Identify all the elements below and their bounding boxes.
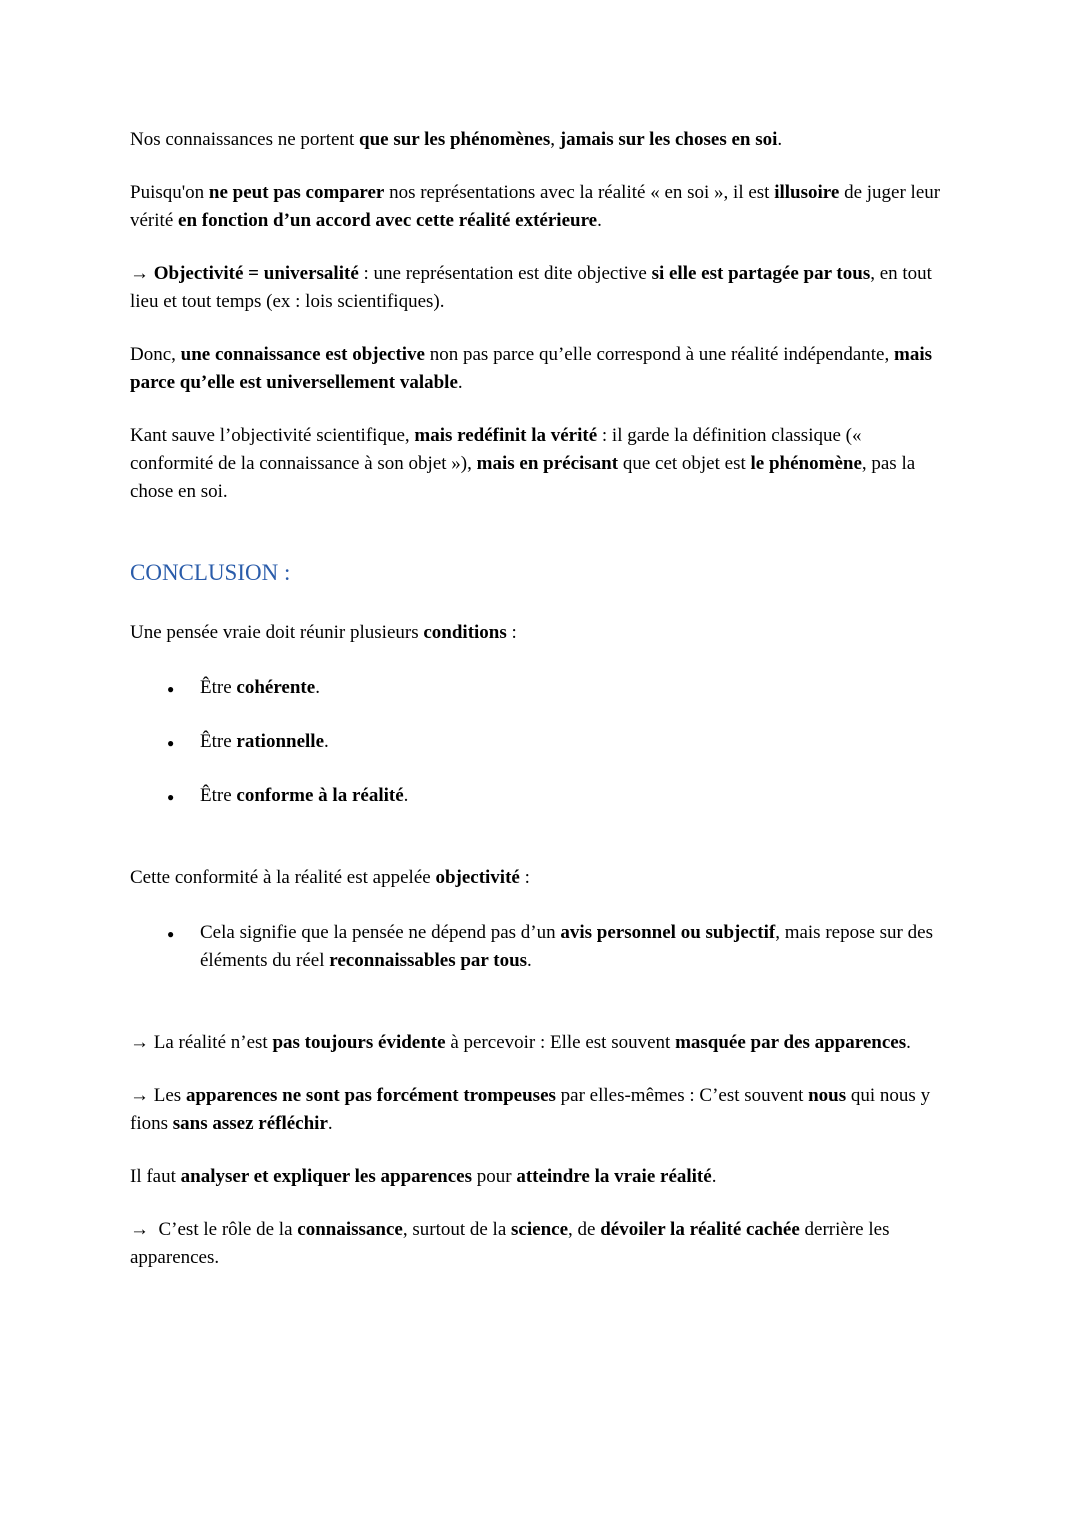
bullet-list-item	[130, 782, 947, 810]
text-run: .	[527, 950, 532, 971]
paragraph	[130, 864, 947, 892]
paragraph	[130, 619, 947, 647]
text-run: .	[906, 1032, 911, 1053]
bold-text-run: pas toujours évidente	[272, 1032, 446, 1053]
bold-text-run: objectivité	[435, 867, 520, 888]
text-run: .	[324, 731, 329, 752]
bold-text-run: le phénomène	[750, 453, 862, 474]
text-run: Puisqu'on	[130, 182, 209, 203]
text-run: par elles-mêmes : C’est souvent	[555, 1085, 809, 1106]
bold-text-run: science	[511, 1219, 569, 1240]
paragraph	[130, 1216, 947, 1272]
text-run: nos représentations avec la réalité « en soi », il est	[384, 182, 775, 203]
text-run: que cet objet est	[618, 453, 751, 474]
bold-text-run: illusoire	[774, 182, 840, 203]
conclusion-heading: CONCLUSION :	[130, 560, 291, 585]
text-run: à percevoir : Elle est souvent	[445, 1032, 676, 1053]
bold-text-run: cohérente	[236, 677, 316, 698]
text-run: qui nous y fions	[130, 1085, 931, 1134]
bullet-list	[130, 674, 947, 810]
paragraph	[130, 1163, 947, 1191]
text-run: : il garde la définition classique (« conformité de la connaissance à son objet »),	[130, 425, 862, 474]
text-run: :	[519, 867, 530, 888]
text-run: Une pensée vraie doit réunir plusieurs	[130, 622, 424, 643]
bold-text-run: nous	[808, 1085, 847, 1106]
paragraph	[130, 1029, 947, 1057]
bold-text-run: dévoiler la réalité cachée	[600, 1219, 800, 1240]
bold-text-run: conforme à la réalité	[236, 785, 404, 806]
document-body	[130, 126, 947, 1272]
text-run: .	[457, 372, 463, 393]
text-run: Être	[200, 677, 237, 698]
bullet-list-item	[130, 919, 947, 975]
text-run: ,	[550, 129, 560, 150]
bold-text-run: sans assez réfléchir	[172, 1113, 328, 1134]
text-run: derrière les apparences.	[130, 1219, 890, 1268]
text-run: , surtout de la	[402, 1219, 512, 1240]
text-run: , de	[568, 1219, 601, 1240]
bold-text-run: jamais sur les choses en soi	[559, 129, 778, 150]
bold-text-run: reconnaissables par tous	[329, 950, 528, 971]
text-run: :	[506, 622, 517, 643]
paragraph	[130, 422, 947, 506]
bullet-list-item	[130, 674, 947, 702]
text-run: .	[315, 677, 320, 698]
text-run: → C’est le rôle de la	[130, 1219, 298, 1240]
text-run: de juger leur vérité	[130, 182, 941, 231]
text-run: Il faut	[130, 1166, 181, 1187]
text-run: , mais repose sur des éléments du réel	[200, 922, 933, 971]
bold-text-run: une connaissance est objective	[180, 344, 425, 365]
text-run: , pas la chose en soi.	[130, 453, 916, 502]
bold-text-run: mais parce qu’elle est universellement valable	[130, 344, 932, 393]
bullet-list	[130, 919, 947, 975]
bold-text-run: que sur les phénomènes	[359, 129, 551, 150]
bold-text-run: mais en précisant	[476, 453, 619, 474]
text-run: Cela signifie que la pensée ne dépend pas d’un	[200, 922, 561, 943]
paragraph	[130, 126, 947, 154]
text-run: Être	[200, 785, 237, 806]
bullet-list-item	[130, 728, 947, 756]
paragraph	[130, 1082, 947, 1138]
text-run: Donc,	[130, 344, 181, 365]
bold-text-run: → Objectivité = universalité	[130, 263, 359, 284]
bold-text-run: conditions	[423, 622, 507, 643]
bold-text-run: masquée par des apparences	[675, 1032, 907, 1053]
text-run: .	[711, 1166, 717, 1187]
bold-text-run: rationnelle	[236, 731, 325, 752]
text-run: : une représentation est dite objective	[358, 263, 652, 284]
text-run: → Les	[130, 1085, 186, 1106]
bold-text-run: en fonction d’un accord avec cette réalité extérieure	[178, 210, 598, 231]
bold-text-run: mais redéfinit la vérité	[414, 425, 598, 446]
bold-text-run: analyser et expliquer les apparences	[180, 1166, 472, 1187]
text-run: .	[403, 785, 409, 806]
text-run: .	[327, 1113, 333, 1134]
text-run: , en tout lieu et tout temps (ex : lois scientifiques).	[130, 263, 932, 312]
paragraph	[130, 260, 947, 316]
paragraph	[130, 179, 947, 235]
bold-text-run: avis personnel ou subjectif	[560, 922, 776, 943]
text-run: Kant sauve l’objectivité scientifique,	[130, 425, 415, 446]
text-run: .	[597, 210, 602, 231]
text-run: non pas parce qu’elle correspond à une réalité indépendante,	[425, 344, 894, 365]
text-run: → La réalité n’est	[130, 1032, 273, 1053]
text-run: .	[777, 129, 783, 150]
text-run: Cette conformité à la réalité est appelée	[130, 867, 436, 888]
text-run: Nos connaissances ne portent	[130, 129, 359, 150]
text-run: pour	[471, 1166, 517, 1187]
bold-text-run: connaissance	[297, 1219, 403, 1240]
bold-text-run: ne peut pas comparer	[208, 182, 385, 203]
text-run: Être	[200, 731, 237, 752]
bold-text-run: si elle est partagée par tous	[651, 263, 871, 284]
bold-text-run: atteindre la vraie réalité	[516, 1166, 712, 1187]
bold-text-run: apparences ne sont pas forcément trompeuses	[185, 1085, 556, 1106]
paragraph	[130, 341, 947, 397]
